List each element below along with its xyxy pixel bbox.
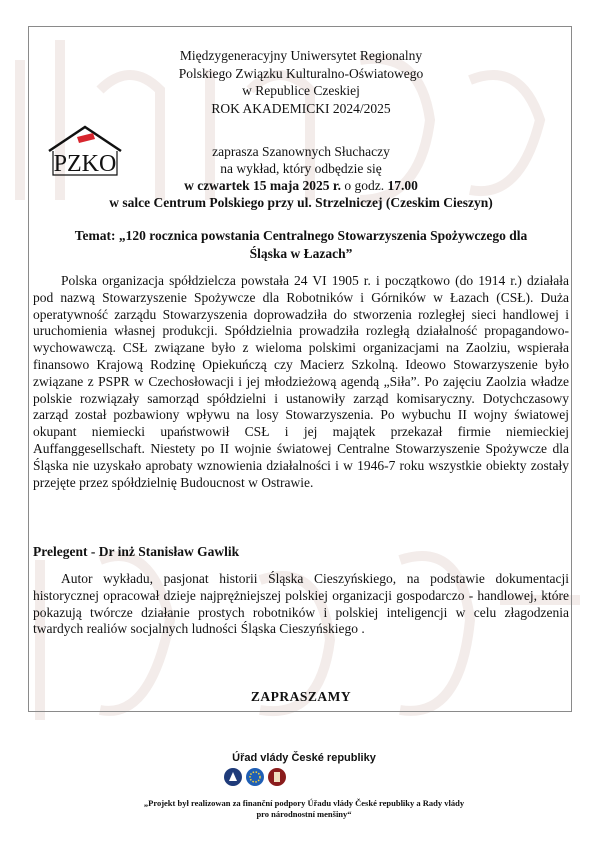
lecture-time: 17.00 bbox=[387, 178, 418, 193]
funding-note bbox=[0, 798, 608, 820]
header-line-republic: w Republice Czeskiej bbox=[242, 83, 360, 98]
header-line-union: Polskiego Związku Kulturalno-Oświatowego bbox=[178, 65, 424, 81]
funding-note-line-2: pro národnostní menšiny“ bbox=[256, 809, 352, 819]
description-paragraph: Polska organizacja spółdzielcza powstała 24 VI 1905 r. i początkowo (do 1914 r.) działała pod nazwą Stowarzyszenie Spożywcze dla Robotników i Górników w Łazach (CSŁ). Duża operatywność zarządu Stowarzyszenia doprowadziła do stworzenia rozległej sieci handlowej i uruchomienia własnej produkcji. Spółdzielnia prowadziła rozległą działalność propagandowo-wychowawczą. CSŁ związane było z wieloma polskimi organizacjami na Zaolziu, wspierała finansowo Krajową Rodzinę Opiekuńczą czy Macierz Szkolną. Ideowo Stowarzyszenie było związane z PSPR w Czechosłowacji i jej młodzieżową agendą „Siła”. Po zajęciu Zaolzia władze polskie rozwiązały samorząd spółdzielni i ustanowiły zarząd komisaryczny. Dotychczasowy zarząd został pozbawiony wpływu na losy Stowarzyszenia. Po wybuchu II wojny światowej okupant niemiecki upaństwowił CSŁ i jej majątek przekazał firmie niemieckiej Auffanggesellschaft. Niestety po II wojnie światowej Centralne Stowarzyszenie Spożywcze dla Śląska nie uzyskało aprobaty wznowienia działalności i w 1946-7 roku wszystkie obiekty zostały przejęte przez spółdzielnię Budoucnost w Ostrawie. bbox=[33, 273, 569, 490]
lecture-venue: w salce Centrum Polskiego przy ul. Strzelniczej (Czeskim Cieszyn) bbox=[109, 195, 493, 210]
header-line-university: Międzygeneracyjny Uniwersytet Regionalny bbox=[179, 48, 423, 63]
lecture-topic bbox=[35, 227, 567, 263]
government-office-title: Úřad vlády České republiky bbox=[232, 752, 376, 764]
lecturer-name: Prelegent - Dr inż Stanisław Gawlik bbox=[33, 544, 240, 559]
lecture-date: w czwartek 15 maja 2025 r. bbox=[184, 178, 342, 193]
czech-lion-emblem-icon bbox=[224, 768, 242, 786]
funding-note-line-1: „Projekt był realizowan za finanční podpory Úřadu vlády České republiky a Rady vlády bbox=[143, 798, 465, 808]
sponsor-logos bbox=[224, 768, 286, 792]
invite-line-lecture: na wykład, który odbędzie się bbox=[220, 161, 382, 176]
closing-invitation: ZAPRASZAMY bbox=[250, 689, 352, 704]
invite-line-audience: zaprasza Szanownych Słuchaczy bbox=[212, 144, 390, 159]
topic-line-2: Śląska w Łazach” bbox=[249, 246, 353, 261]
lecturer-bio bbox=[33, 571, 569, 638]
invitation-frame bbox=[28, 26, 572, 712]
logo-text: PZKO bbox=[53, 151, 117, 177]
invite-line-date bbox=[29, 177, 573, 194]
invitation-block bbox=[29, 143, 573, 211]
council-emblem-icon bbox=[268, 768, 286, 786]
organization-header bbox=[29, 47, 573, 117]
topic-line-1: Temat: „120 rocznica powstania Centralnego Stowarzyszenia Spożywczego dla bbox=[74, 228, 528, 243]
header-line-academic-year: ROK AKADEMICKI 2024/2025 bbox=[211, 100, 391, 116]
bio-paragraph: Autor wykładu, pasjonat historii Śląska Cieszyńskiego, na podstawie dokumentacji historycznej opracował dzieje najprężniejszej polskiej organizacji gospodarczo - handlowej, które pokazują twórcze działanie prostych robotników i polskiej inteligencji w celu złagodzenia twardych realiów socjalnych ludności Śląska Cieszyńskiego . bbox=[33, 571, 569, 637]
eu-stars-emblem-icon bbox=[246, 768, 264, 786]
lecture-time-prefix: o godz. bbox=[341, 178, 388, 193]
lecture-description bbox=[33, 273, 569, 491]
